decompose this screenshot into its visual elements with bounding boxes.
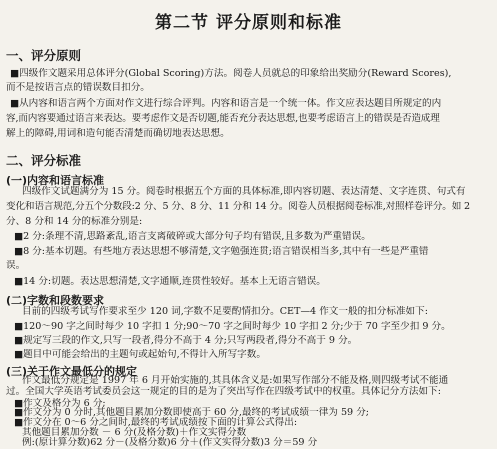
paragraph-line: 解上的障碍,用词和造句能否清楚而确切地表达思想。	[6, 128, 230, 139]
paragraph-line: ■题目中可能会给出的主题句或起始句,不得计入所写字数。	[14, 349, 266, 360]
section-heading-principles: 一、评分原则	[6, 48, 82, 63]
subsection-heading-content: (一)内容和语言标准	[6, 174, 105, 187]
paragraph-line: ■2 分:条理不清,思路紊乱,语言支离破碎或大部分句子均有错误,且多数为严重错误。	[14, 231, 371, 242]
paragraph-line: ■规定写三段的作文,只写一段者,得分不高于 4 分;只写两段者,得分不高于 9 分。	[14, 335, 358, 346]
paragraph-line: 其他题目累加分数 － 6 分(及格分数)＋作文实得分数	[22, 427, 247, 439]
paragraph-line: 容,而内容要通过语言来表达。要考虑作文是否切题,能否充分表达思想,也要考虑语言上的错误是否造成理	[6, 113, 440, 124]
paragraph-line: 四级作文试题满分为 15 分。阅卷时根据五个方面的具体标准,即内容切题、表达清楚、文字连贯、句式有	[22, 186, 466, 197]
paragraph-line: ■从内容和语言两个方面对作文进行综合评判。内容和语言是一个统一体。作文应表达题目所规定的内	[10, 98, 442, 109]
paragraph-line: 变化和语言规范,分五个分数段:2 分、5 分、8 分、11 分和 14 分。阅卷人员根据阅卷标准,对照样卷评分。如 2	[6, 201, 471, 212]
paragraph-line: ■120～90 字之间时每少 10 字扣 1 分;90～70 字之间时每少 10 字扣 2 分;少于 70 字至少扣 9 分。	[14, 321, 451, 332]
paragraph-line: 作文最低分规定是 1997 年 6 月开始实施的,其具体含义是:如果写作部分不能及格,则四级考试不能通	[22, 374, 449, 386]
paragraph-line: 过。全国大学英语考试委员会这一规定的目的是为了突出写作在四级考试中的权重。具体记分方法如下:	[6, 386, 441, 398]
paragraph-line: ■四级作文题采用总体评分(Global Scoring)方法。阅卷人员就总的印象给出奖励分(Reward Scores),	[10, 68, 452, 79]
paragraph-line: ■8 分:基本切题。有些地方表达思想不够清楚,文字勉强连贯;语言错误相当多,其中有一些是严重错	[14, 246, 429, 257]
paragraph-line: 误。	[6, 260, 26, 271]
subsection-heading-minimum-score: (三)关于作文最低分的规定	[6, 365, 138, 378]
paragraph-line: 分、8 分和 14 分的标准分别是:	[6, 216, 143, 227]
paragraph-line: 而不是按语言点的错误数目扣分。	[6, 82, 150, 93]
paragraph-line: 目前的四级考试写作要求至少 120 词,字数不足要酌情扣分。CET—4 作文一般的扣分标准如下:	[22, 306, 428, 317]
paragraph-line: ■作文及格分为 6 分;	[14, 397, 106, 409]
paragraph-line: ■作文分为 0 分时,其他题目累加分数即使高于 60 分,最终的考试成绩一律为 59 分;	[14, 407, 370, 419]
paragraph-line: 例:(原计算分数)62 分－(及格分数)6 分＋(作文实得分数)3 分＝59 分	[22, 437, 318, 449]
paragraph-line: ■作文分在 0～6 分之间时,最终的考试成绩按下面的计算公式得出:	[14, 417, 298, 429]
paragraph-line: ■14 分:切题。表达思想清楚,文字通顺,连贯性较好。基本上无语言错误。	[14, 276, 326, 287]
page-title: 第二节 评分原则和标准	[155, 13, 342, 33]
section-heading-standards: 二、评分标准	[6, 153, 82, 168]
subsection-heading-word-count: (二)字数和段数要求	[6, 294, 105, 307]
